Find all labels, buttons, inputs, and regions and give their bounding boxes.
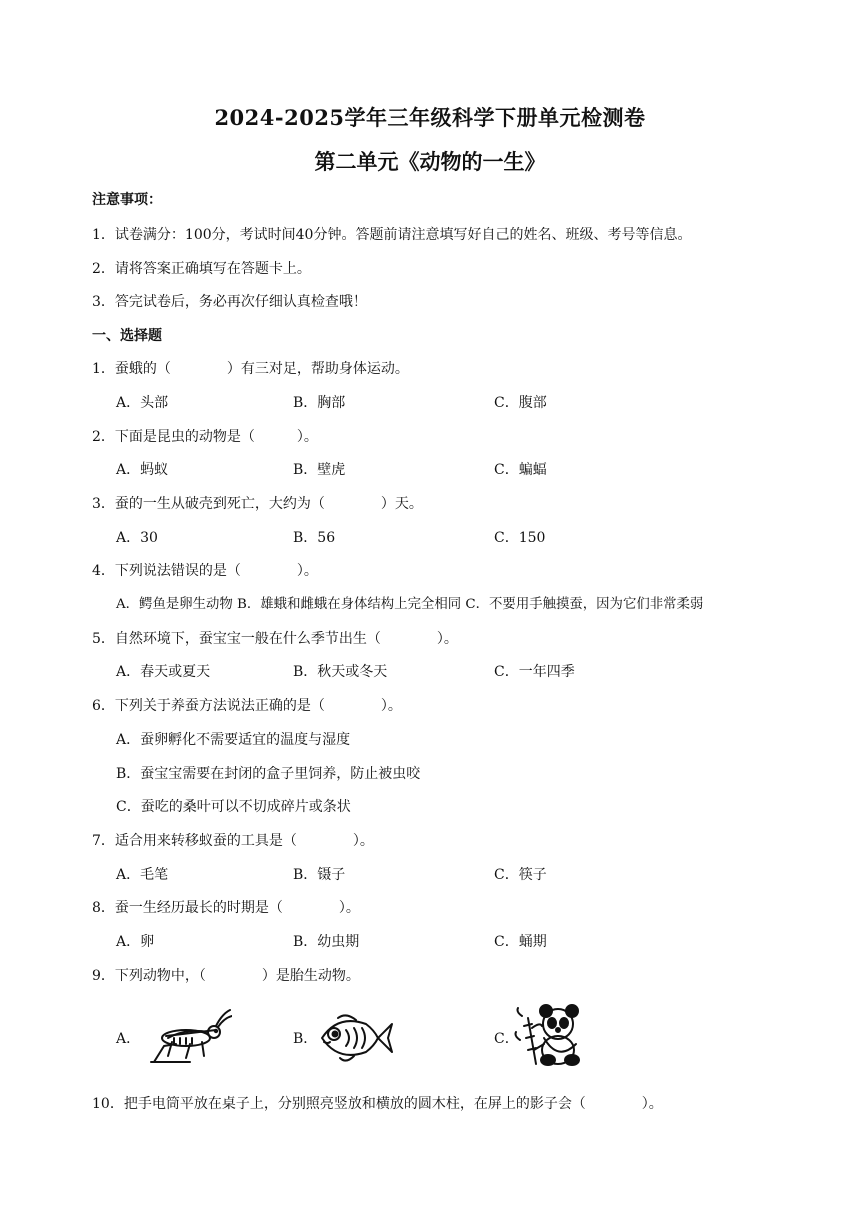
question-stem: 4．下列说法错误的是（ ）。	[92, 563, 318, 579]
options-inline: A．鳄鱼是卵生动物 B．雄蛾和雌蛾在身体结构上完全相同 C．不要用手触摸蚕，因为它们非常柔弱	[116, 597, 704, 612]
panda-image	[514, 1004, 598, 1068]
option-b: B．56	[293, 530, 336, 546]
question-stem: 8．蚕一生经历最长的时期是（ ）。	[92, 900, 360, 916]
option-c: C．腹部	[494, 395, 547, 411]
option-c: C．	[494, 1031, 519, 1047]
fish-image	[316, 1010, 394, 1066]
question-stem: 9．下列动物中，（ ）是胎生动物。	[92, 968, 360, 984]
notice-item: 1．试卷满分：100分，考试时间40分钟。答题前请注意填写好自己的姓名、班级、考号等信息。	[92, 227, 692, 243]
question-stem: 7．适合用来转移蚁蚕的工具是（ ）。	[92, 833, 374, 849]
option-a: A．	[116, 1031, 141, 1047]
option-a: A．蚂蚁	[116, 462, 169, 478]
option-a: A．头部	[116, 395, 169, 411]
exam-title: 2024-2025学年三年级科学下册单元检测卷	[214, 105, 646, 130]
option-b: B．镊子	[293, 867, 346, 883]
question-stem: 6．下列关于养蚕方法说法正确的是（ ）。	[92, 698, 402, 714]
option-c: C．150	[494, 530, 546, 546]
option-c: C．一年四季	[494, 664, 575, 680]
notice-item: 2．请将答案正确填写在答题卡上。	[92, 261, 311, 277]
question-stem: 10．把手电筒平放在桌子上，分别照亮竖放和横放的圆木柱，在屏上的影子会（ ）。	[92, 1096, 663, 1112]
option-c: C．蝙蝠	[494, 462, 547, 478]
question-stem: 1．蚕蛾的（ ）有三对足，帮助身体运动。	[92, 361, 409, 377]
option-b: B．胸部	[293, 395, 346, 411]
option-c: C．蚕吃的桑叶可以不切成碎片或条状	[116, 799, 351, 815]
option-a: A．30	[116, 530, 158, 546]
question-stem: 5．自然环境下，蚕宝宝一般在什么季节出生（ ）。	[92, 631, 458, 647]
option-b: B．	[293, 1031, 318, 1047]
option-c: C．筷子	[494, 867, 547, 883]
option-a: A．蚕卵孵化不需要适宜的温度与湿度	[116, 732, 351, 748]
notice-heading: 注意事项：	[92, 192, 162, 208]
option-c: C．蛹期	[494, 934, 547, 950]
question-stem: 2．下面是昆虫的动物是（ ）。	[92, 429, 318, 445]
section-heading: 一、选择题	[92, 328, 162, 344]
option-a: A．卵	[116, 934, 155, 950]
option-b: B．秋天或冬天	[293, 664, 388, 680]
option-a: A．毛笔	[116, 867, 169, 883]
grasshopper-image	[146, 1006, 232, 1066]
option-b: B．壁虎	[293, 462, 346, 478]
option-b: B．蚕宝宝需要在封闭的盒子里饲养，防止被虫咬	[116, 766, 421, 782]
option-b: B．幼虫期	[293, 934, 360, 950]
exam-subtitle: 第二单元《动物的一生》	[314, 149, 546, 174]
option-a: A．春天或夏天	[116, 664, 211, 680]
notice-item: 3．答完试卷后，务必再次仔细认真检查哦！	[92, 294, 367, 310]
question-stem: 3．蚕的一生从破壳到死亡，大约为（ ）天。	[92, 496, 423, 512]
